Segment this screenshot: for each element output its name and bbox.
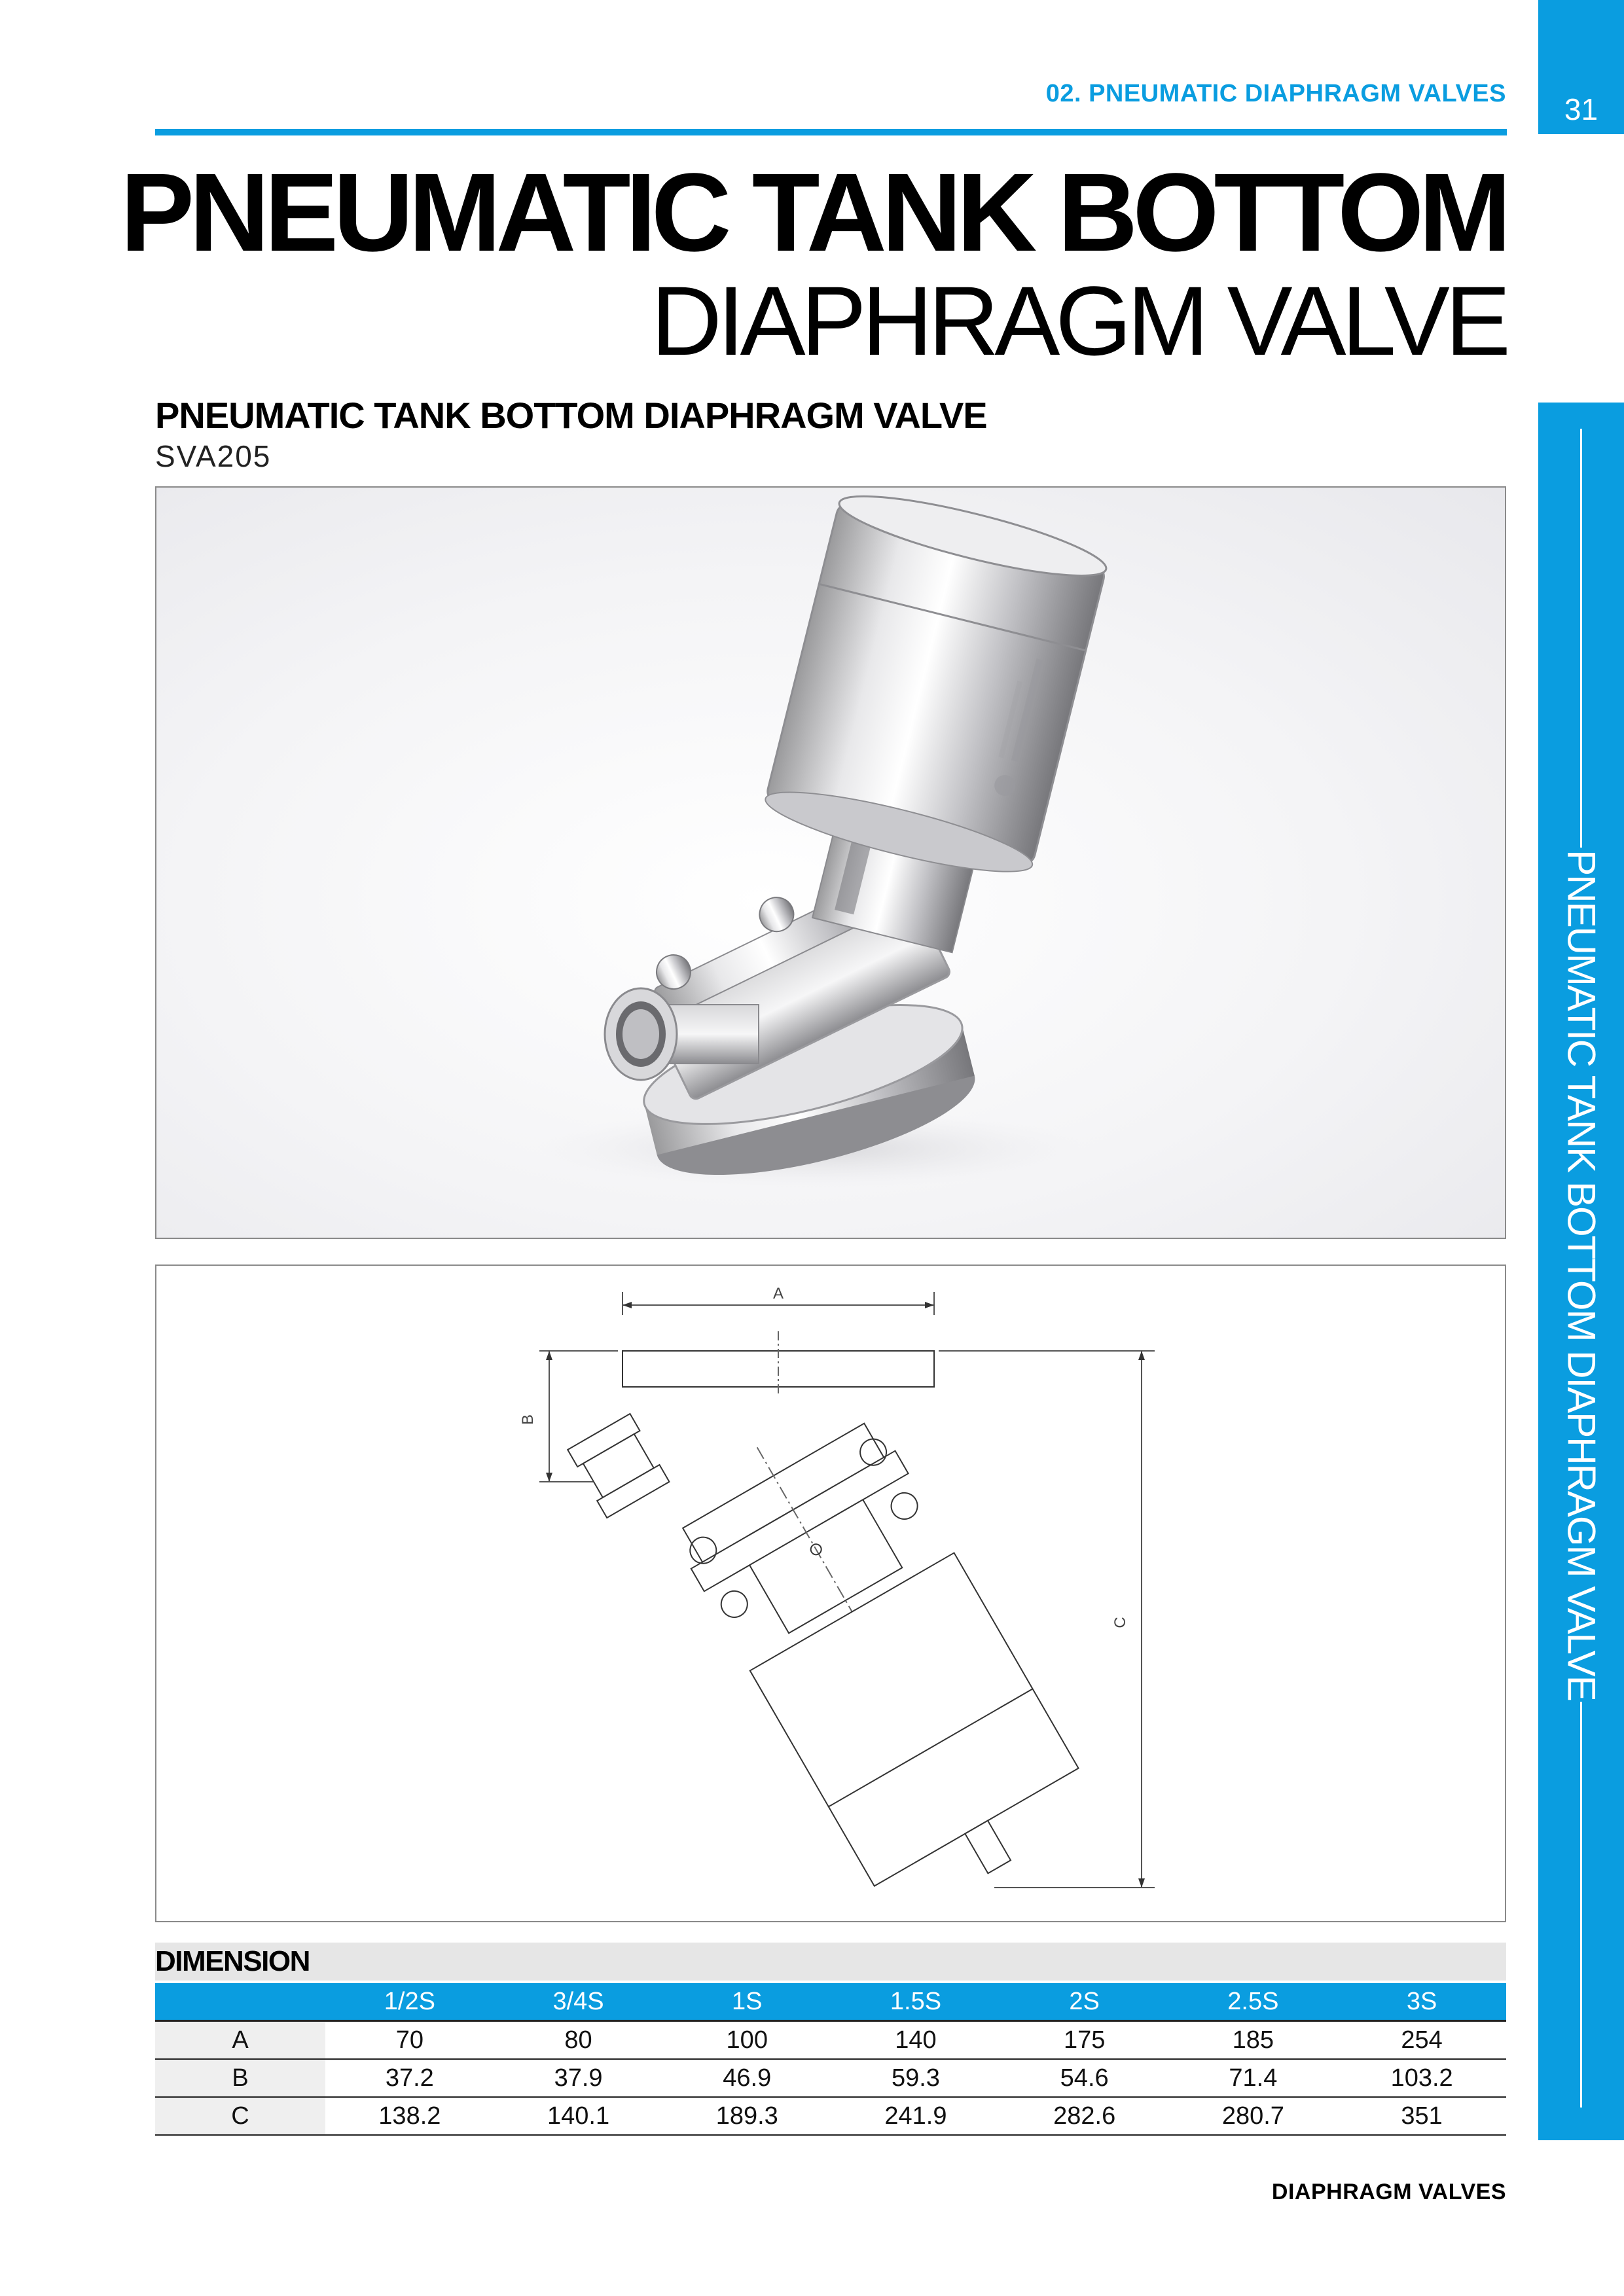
table-cell: 103.2 bbox=[1337, 2059, 1506, 2097]
table-cell: 185 bbox=[1169, 2021, 1338, 2060]
column-header: 1.5S bbox=[831, 1983, 1000, 2021]
product-name: PNEUMATIC TANK BOTTOM DIAPHRAGM VALVE bbox=[155, 395, 987, 436]
table-cell: 59.3 bbox=[831, 2059, 1000, 2097]
product-photo bbox=[155, 486, 1506, 1239]
column-header: 2S bbox=[1000, 1983, 1169, 2021]
table-cell: 280.7 bbox=[1169, 2097, 1338, 2135]
page-title-line2: DIAPHRAGM VALVE bbox=[651, 266, 1506, 376]
table-cell: 351 bbox=[1337, 2097, 1506, 2135]
table-cell: 254 bbox=[1337, 2021, 1506, 2060]
side-chapter-label: PNEUMATIC TANK BOTTOM DIAPHRAGM VALVE bbox=[1559, 850, 1604, 1700]
table-row bbox=[155, 2097, 1506, 2135]
dimension-title-bar bbox=[155, 1943, 1506, 1981]
table-cell: 189.3 bbox=[662, 2097, 831, 2135]
dimension-title: DIMENSION bbox=[155, 1945, 310, 1977]
dimension-drawing bbox=[156, 1266, 1506, 1922]
table-cell: 46.9 bbox=[662, 2059, 831, 2097]
table-cell: 37.2 bbox=[325, 2059, 494, 2097]
row-label: A bbox=[155, 2021, 325, 2060]
section-label: 02. PNEUMATIC DIAPHRAGM VALVES bbox=[1045, 80, 1506, 107]
table-cell: 54.6 bbox=[1000, 2059, 1169, 2097]
table-cell: 71.4 bbox=[1169, 2059, 1338, 2097]
column-header: 1/2S bbox=[325, 1983, 494, 2021]
row-label: B bbox=[155, 2059, 325, 2097]
dimension-table bbox=[155, 1983, 1506, 2136]
dimension-label-b: B bbox=[519, 1414, 537, 1426]
product-code: SVA205 bbox=[155, 439, 272, 473]
table-row bbox=[155, 2059, 1506, 2097]
table-cell: 80 bbox=[494, 2021, 663, 2060]
table-cell: 140.1 bbox=[494, 2097, 663, 2135]
table-cell: 70 bbox=[325, 2021, 494, 2060]
table-cell: 140 bbox=[831, 2021, 1000, 2060]
table-row bbox=[155, 2021, 1506, 2060]
side-tab-rule-bottom bbox=[1580, 1702, 1582, 2108]
table-cell: 175 bbox=[1000, 2021, 1169, 2060]
row-label: C bbox=[155, 2097, 325, 2135]
column-header: 3/4S bbox=[494, 1983, 663, 2021]
column-header: 2.5S bbox=[1169, 1983, 1338, 2021]
page-number: 31 bbox=[1564, 92, 1598, 126]
table-cell: 100 bbox=[662, 2021, 831, 2060]
column-header: 1S bbox=[662, 1983, 831, 2021]
header-rule bbox=[155, 129, 1507, 135]
footer-label: DIAPHRAGM VALVES bbox=[1271, 2179, 1506, 2204]
technical-drawing bbox=[155, 1265, 1506, 1922]
page-title-line1: PNEUMATIC TANK BOTTOM bbox=[120, 151, 1506, 275]
valve-photo-illustration bbox=[156, 488, 1506, 1239]
dimension-label-a: A bbox=[772, 1285, 784, 1302]
side-tab-rule-top bbox=[1580, 429, 1582, 848]
table-cell: 282.6 bbox=[1000, 2097, 1169, 2135]
table-cell: 37.9 bbox=[494, 2059, 663, 2097]
table-cell: 241.9 bbox=[831, 2097, 1000, 2135]
dimension-label-c: C bbox=[1111, 1617, 1129, 1628]
table-header-row bbox=[155, 1983, 1506, 2021]
column-header: 3S bbox=[1337, 1983, 1506, 2021]
table-corner-cell bbox=[155, 1983, 325, 2021]
table-cell: 138.2 bbox=[325, 2097, 494, 2135]
